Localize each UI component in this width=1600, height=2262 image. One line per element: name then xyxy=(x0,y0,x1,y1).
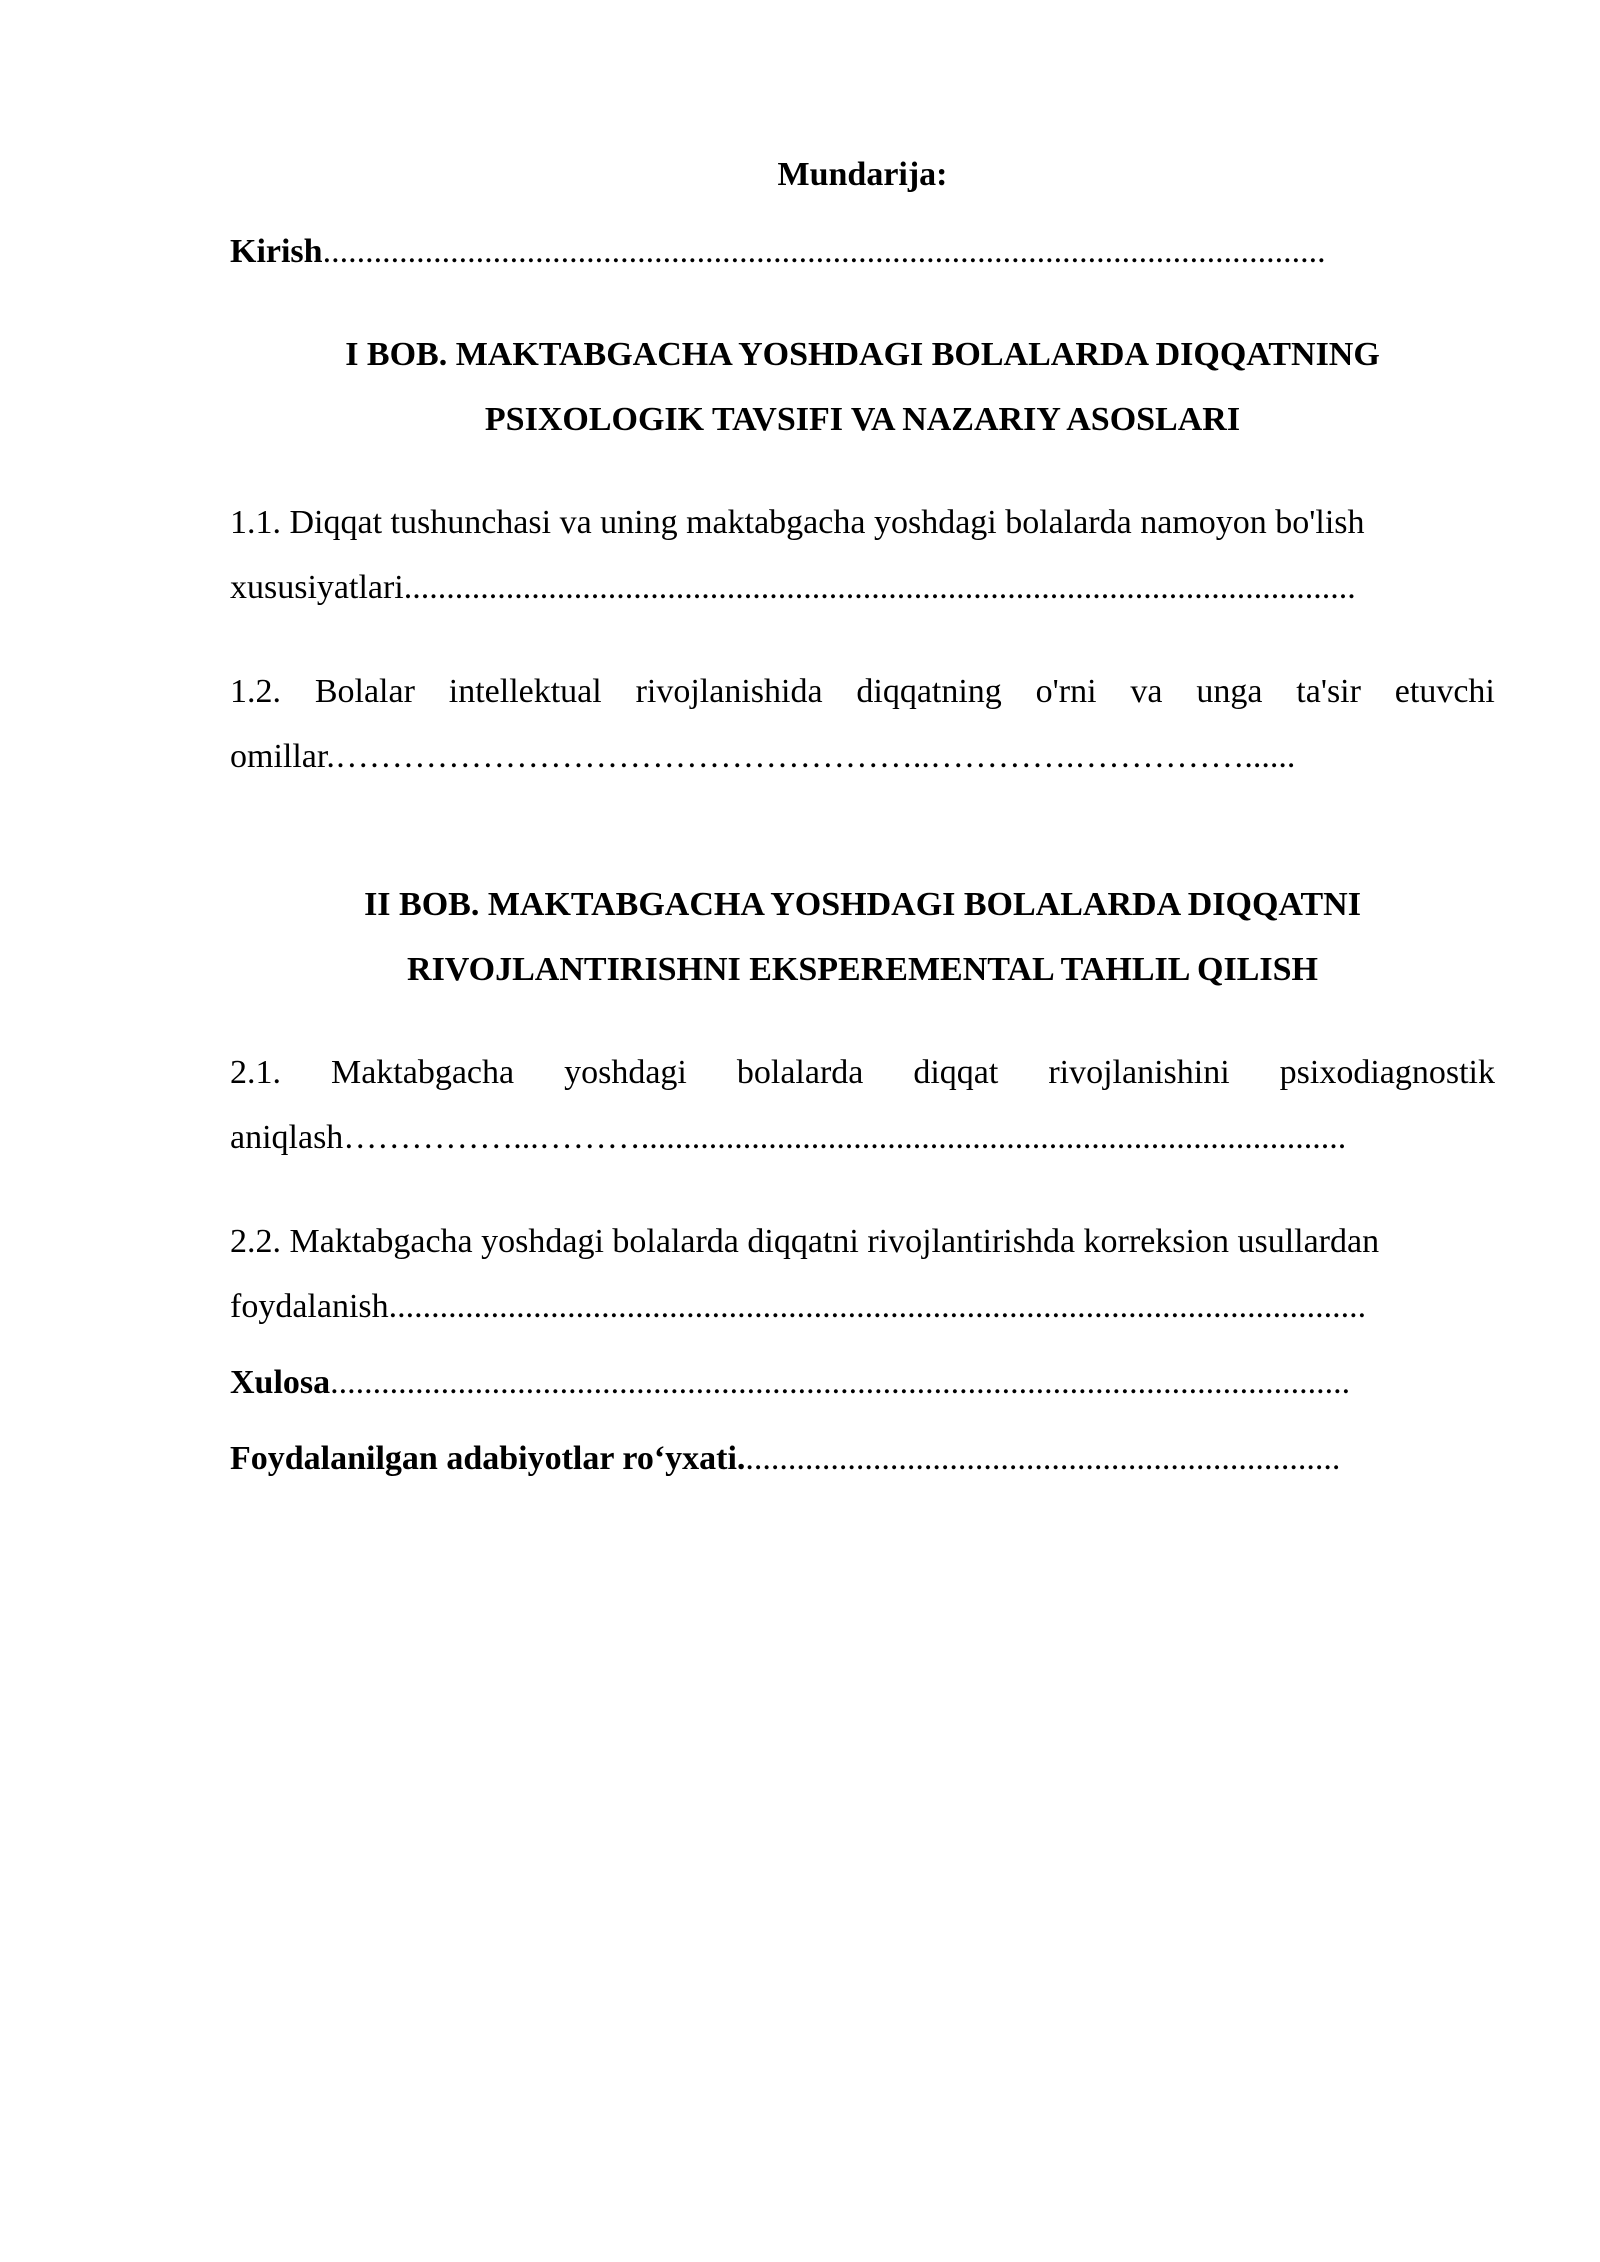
section-1-2-word: rivojlanishida xyxy=(635,673,823,710)
chapter2-heading-line2: RIVOJLANTIRISHNI EKSPEREMENTAL TAHLIL QILISH xyxy=(407,951,1318,988)
conclusion-label: Xulosa xyxy=(230,1364,331,1401)
section-1-1-line2: xususiyatlari................................................................................................................ xyxy=(230,569,1356,606)
section-2-1-word: psixodiagnostik xyxy=(1279,1054,1495,1091)
section-2-1-word: diqqat xyxy=(913,1054,999,1091)
section-2-1-word: 2.1. xyxy=(230,1054,281,1091)
section-1-1-line1: 1.1. Diqqat tushunchasi va uning maktabgacha yoshdagi bolalarda namoyon bo'lish xyxy=(230,504,1365,541)
section-1-2-line2: omillar.……………………………………………..………….……………...... xyxy=(230,738,1296,775)
section-1-2-word: diqqatning xyxy=(856,673,1002,710)
chapter1-heading-line2: PSIXOLOGIK TAVSIFI VA NAZARIY ASOSLARI xyxy=(484,401,1241,438)
section-2-1-word: rivojlanishini xyxy=(1048,1054,1230,1091)
section-1-2-word: va xyxy=(1130,673,1163,710)
section-2-1-word: bolalarda xyxy=(736,1054,864,1091)
toc-title: Mundarija: xyxy=(777,156,948,193)
section-2-1-line2: aniqlash……………...………................................................................................... xyxy=(230,1119,1347,1156)
section-2-1-line1 xyxy=(230,1053,1495,1093)
toc-entry-references xyxy=(230,1439,1495,1479)
intro-leader: ...................................................................................................................... xyxy=(322,233,1326,270)
section-1-2-word: unga xyxy=(1196,673,1263,710)
conclusion-leader: ........................................................................................................................ xyxy=(330,1364,1351,1401)
section-2-2-line2: foydalanish................................................................................................................... xyxy=(230,1288,1367,1325)
references-leader: ...................................................................... xyxy=(745,1440,1341,1477)
section-2-2-line1: 2.2. Maktabgacha yoshdagi bolalarda diqqatni rivojlantirishda korreksion usullardan xyxy=(230,1223,1380,1260)
section-1-2-word: etuvchi xyxy=(1394,673,1495,710)
toc-entry-intro xyxy=(230,232,1495,272)
intro-label: Kirish xyxy=(230,233,323,270)
chapter2-heading-line1: II BOB. MAKTABGACHA YOSHDAGI BOLALARDA DIQQATNI xyxy=(364,886,1361,923)
section-1-2-word: 1.2. xyxy=(230,673,281,710)
references-label: Foydalanilgan adabiyotlar ro‘yxati. xyxy=(230,1440,746,1477)
section-1-2-word: intellektual xyxy=(448,673,602,710)
chapter1-heading-line1: I BOB. MAKTABGACHA YOSHDAGI BOLALARDA DIQQATNING xyxy=(345,336,1380,373)
toc-entry-conclusion xyxy=(230,1363,1495,1403)
section-1-2-line1 xyxy=(230,672,1495,712)
section-2-1-word: Maktabgacha xyxy=(330,1054,515,1091)
section-1-2-word: o'rni xyxy=(1035,673,1097,710)
section-1-2-word: ta'sir xyxy=(1296,673,1361,710)
section-1-2-word: Bolalar xyxy=(314,673,415,710)
section-2-1-word: yoshdagi xyxy=(564,1054,687,1091)
